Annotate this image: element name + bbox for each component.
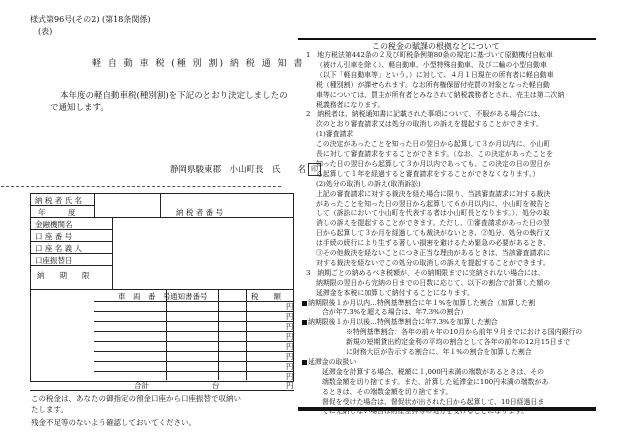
- footer-line-3: 残金不足等のないよう確認しておいてください。: [31, 418, 196, 427]
- info-line: して（訴訟において小山町を代表する者は小山町長となります。）、処分の取: [316, 209, 550, 218]
- row-yen: 円: [286, 312, 294, 321]
- top-rule: [298, 38, 596, 40]
- col-tax-amount: 税 額: [251, 292, 281, 301]
- info-line: があったことを知った日の翌日から起算して６か月以内に、小山町を被告と: [316, 199, 551, 208]
- cut-line: [1, 186, 281, 187]
- form-number: 様式第96号(その2) (第18条関係): [30, 15, 151, 24]
- info-line: 納期限後１か月以内…特例基準割合に年１%を加算した割合（加算した割: [308, 298, 536, 307]
- info-line: は手続の続行により生ずる著しい損害を避けるため緊急の必要があるとき、: [316, 239, 551, 248]
- intro-line-2: で通知します。: [50, 103, 109, 113]
- info-title: この税金の賦課の根拠などについて: [372, 42, 500, 51]
- info-line: 2 納税者は、納税通知書に記載された事項について、不服がある場合には、: [306, 110, 545, 119]
- info-line: 長に対して審査請求をすることができます。（なお、この決定があったことを: [316, 150, 554, 158]
- info-line: 知った日の翌日から起算して３か月以内であっても、この決定の日の翌日か: [316, 159, 551, 168]
- info-line: この決定があったことを知った日の翌日から起算して３か月以内に、小山町: [316, 140, 551, 149]
- bottom-rule: [298, 407, 596, 411]
- info-line: ※特例基準割合：各年の前々年の10月から前年９月までにおける国内銀行の: [346, 328, 583, 337]
- info-line: でに完納しない場合は財産差押等の処分を受けることになります。: [322, 407, 529, 416]
- info-line: 3 納期ごとの納めるべき税額が、その納期限までに完納されない場合には、: [306, 268, 545, 277]
- info-line: 上記の審査請求に対する裁決を経た場合に限り、当該審査請求に対する裁決: [316, 189, 551, 198]
- info-line: 消しの訴えを提起することができます。ただし、①審査請求があった日の翌: [316, 219, 550, 228]
- info-line: 新規の短期貸出約定金利の平均の割合として各年の前年の12月15日まで: [346, 338, 571, 347]
- info-line: 納期限の翌日から完納の日までの日数に応じて、以下の割合で計算した額の: [316, 278, 551, 287]
- col-notice-no: 通知書番号: [170, 292, 208, 301]
- info-line: 延滞金を本税に加算して納付することになります。: [316, 288, 474, 297]
- seal-mark: 印: [308, 163, 321, 176]
- row-yen: 円: [286, 302, 294, 311]
- row-yen: 円: [286, 362, 294, 371]
- info-line: 納期限後１か月以後…特例基準割合に年7.3%を加算した割合: [308, 318, 498, 327]
- intro-line-1: 本年度の軽自動車税(種別割)を下記のとおり決定しましたの: [60, 91, 288, 101]
- info-line: 車等については、買主が所有者とみなされて納税義務者とされ、売主は第二次納: [316, 90, 565, 99]
- info-line: 端数金額を切り捨てます。また、計算した延滞金に100円未満の端数があ: [322, 377, 549, 386]
- year-label: 年 度: [38, 208, 76, 217]
- info-line: るときは、その端数金額を切り捨てます。: [322, 387, 453, 396]
- taxpayer-name-label: 納 税 者 氏 名: [35, 196, 83, 205]
- unit-label: 台: [212, 381, 220, 390]
- info-line: 税義務者になります。: [316, 100, 385, 109]
- info-line: 延滞金を計算する場合、税額に１,000円未満の端数があるときは、その: [322, 367, 545, 376]
- taxpayer-no-label: 納 税 者 番 号: [176, 208, 224, 217]
- info-line: 対する裁決を経ないでこの処分の取消しの訴えを提起することができます。: [316, 258, 550, 267]
- row-yen: 円: [286, 372, 294, 381]
- footer-line-2: たします。: [31, 405, 68, 414]
- total-label: 合計: [134, 381, 149, 390]
- info-line: 延滞金の取扱い: [308, 357, 357, 366]
- row-yen: 円: [286, 352, 294, 361]
- col-vehicle-plate: 車 両 番 号: [118, 292, 171, 301]
- due-date-label: 納 期 限: [37, 271, 90, 280]
- info-line: ③その他裁決を経ないことにつき正当な理由があるときは、当該審査請求に: [316, 249, 551, 257]
- issuer: 静岡県駿東郡 小山町長 氏 名: [170, 165, 307, 175]
- side-label: (表): [38, 27, 53, 36]
- account-holder-label: 口 座 名 義 人: [35, 244, 83, 253]
- bank-label: 金融機関名: [35, 220, 73, 229]
- info-line: ら起算して１年を経過すると審査請求をすることができなくなります。）: [316, 169, 540, 178]
- footer-line-1: この税金は、あなたの御指定の預金口座から口座振替で収納い: [31, 394, 241, 403]
- notice-title: 軽 自 動 車 税 (種 別 割) 納 税 通 知 書: [92, 59, 305, 69]
- info-line: (1)審査請求: [316, 130, 354, 139]
- bullet-square-icon: [302, 360, 307, 365]
- row-yen: 円: [286, 342, 294, 351]
- info-line: （被けん引車を除く）、軽自動車、小型特殊自動車、及び二輪の小型自動車: [316, 60, 547, 69]
- info-line: 次のとおり審査請求又は処分の取消しの訴えを提起することができます。: [316, 120, 543, 129]
- info-line: 督促を受けた場合は、督促状が出された日から起算して、10日経過日ま: [322, 397, 545, 406]
- account-no-label: 口 座 番 号: [35, 232, 73, 241]
- bullet-square-icon: [302, 320, 307, 325]
- row-yen: 円: [286, 332, 294, 341]
- info-line: 合が年7.3%を超える場合は、年7.3%の割合）: [322, 308, 468, 317]
- row-yen: 円: [286, 322, 294, 331]
- info-line: 税（種別割）が課せられます。なお所有権保留付売買の対象となった軽自動: [316, 80, 550, 89]
- bullet-square-icon: [302, 301, 307, 306]
- info-line: 日から起算して３か月を経過しても裁決がないとき、②処分、処分の執行又: [316, 229, 551, 238]
- info-line: (2)処分の取消しの訴え(取消訴訟): [316, 179, 421, 188]
- total-yen: 円: [286, 381, 294, 390]
- info-line: 1 地方税法第442条の２及び町税条例第80条の規定に基づいて原動機付自転車: [306, 51, 553, 59]
- info-line: に財務大臣が告示する割合に、年１%の割合を加算した割合: [346, 348, 532, 356]
- transfer-date-label: 口座振替日: [35, 256, 73, 265]
- info-line: （以下「軽自動車等」という。）に対して、４月１日現在の所有者に軽自動車: [316, 70, 554, 79]
